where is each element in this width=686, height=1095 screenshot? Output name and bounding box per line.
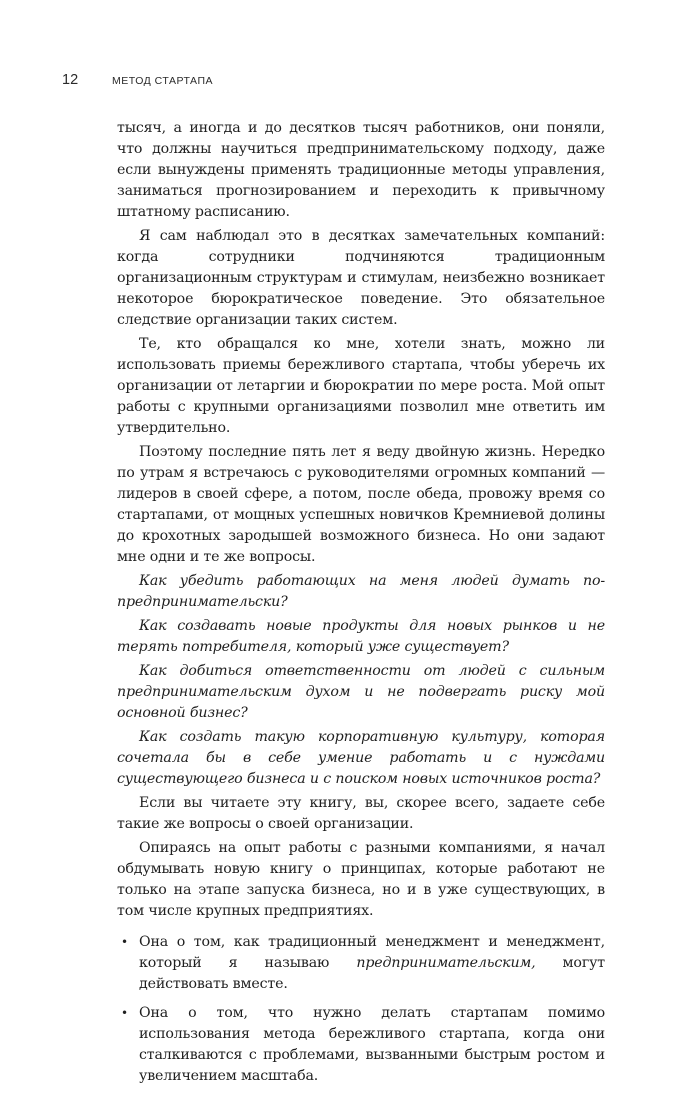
page-number: 12 — [62, 72, 79, 88]
body-text — [117, 118, 605, 1095]
bullet-item — [117, 1003, 605, 1087]
bullet-icon: • — [121, 1006, 128, 1020]
paragraph: Те, кто обращался ко мне, хотели знать, можно ли использовать приемы бережливого стартапа, чтобы уберечь их организации от летаргии и бюрократии по мере роста. Мой опыт работы с крупными организациями позволил мне ответить им утвердительно. — [117, 336, 605, 436]
question-paragraph: Как создавать новые продукты для новых рынков и не терять потребителя, который уже существует? — [117, 618, 605, 655]
bullet-text: Она о том, что нужно делать стартапам помимо использования метода бережливого стартапа, когда они сталкиваются с проблемами, вызванными быстрым ростом и увеличением масштаба. — [139, 1005, 605, 1084]
question-paragraph: Как убедить работающих на меня людей думать по-предпринимательски? — [117, 573, 605, 610]
paragraph: Если вы читаете эту книгу, вы, скорее всего, задаете себе такие же вопросы о своей организации. — [117, 795, 605, 832]
bullet-icon: • — [121, 935, 128, 949]
question-paragraph: Как создать такую корпоративную культуру, которая сочетала бы в себе умение работать и с нуждами существующего бизнеса и с поиском новых источников роста? — [117, 729, 605, 787]
bullet-text: Она о том, как традиционный менеджмент и менеджмент, который я называю — [139, 934, 605, 971]
paragraph: Я сам наблюдал это в десятках замечательных компаний: когда сотрудники подчиняются традиционным организационным структурам и стимулам, неизбежно возникает некоторое бюрократическое поведение. Это обязательное следствие организации таких систем. — [117, 228, 605, 328]
bullet-emphasis: предпринимательским, — [356, 955, 536, 971]
running-title: МЕТОД СТАРТАПА — [112, 75, 213, 87]
paragraph: тысяч, а иногда и до десятков тысяч работников, они поняли, что должны научиться предпринимательскому подходу, даже если вынуждены применять традиционные методы управления, заниматься прогнозированием и переходить к привычному штатному расписанию. — [117, 120, 605, 220]
page-header — [62, 72, 213, 92]
bullet-list — [117, 932, 605, 1087]
bullet-text: могут действовать вместе. — [139, 955, 605, 992]
paragraph: Опираясь на опыт работы с разными компаниями, я начал обдумывать новую книгу о принципах, которые работают не только на этапе запуска бизнеса, но и в уже существующих, в том числе крупных предприятиях. — [117, 840, 605, 919]
question-paragraph: Как добиться ответственности от людей с сильным предпринимательским духом и не подвергать риску мой основной бизнес? — [117, 663, 605, 721]
paragraph: Поэтому последние пять лет я веду двойную жизнь. Нередко по утрам я встречаюсь с руководителями огромных компаний — лидеров в своей сфере, а потом, после обеда, провожу время со стартапами, от мощных успешных новичков Кремниевой долины до крохотных зародышей возможного бизнеса. Но они задают мне одни и те же вопросы. — [117, 444, 605, 565]
bullet-item — [117, 932, 605, 995]
